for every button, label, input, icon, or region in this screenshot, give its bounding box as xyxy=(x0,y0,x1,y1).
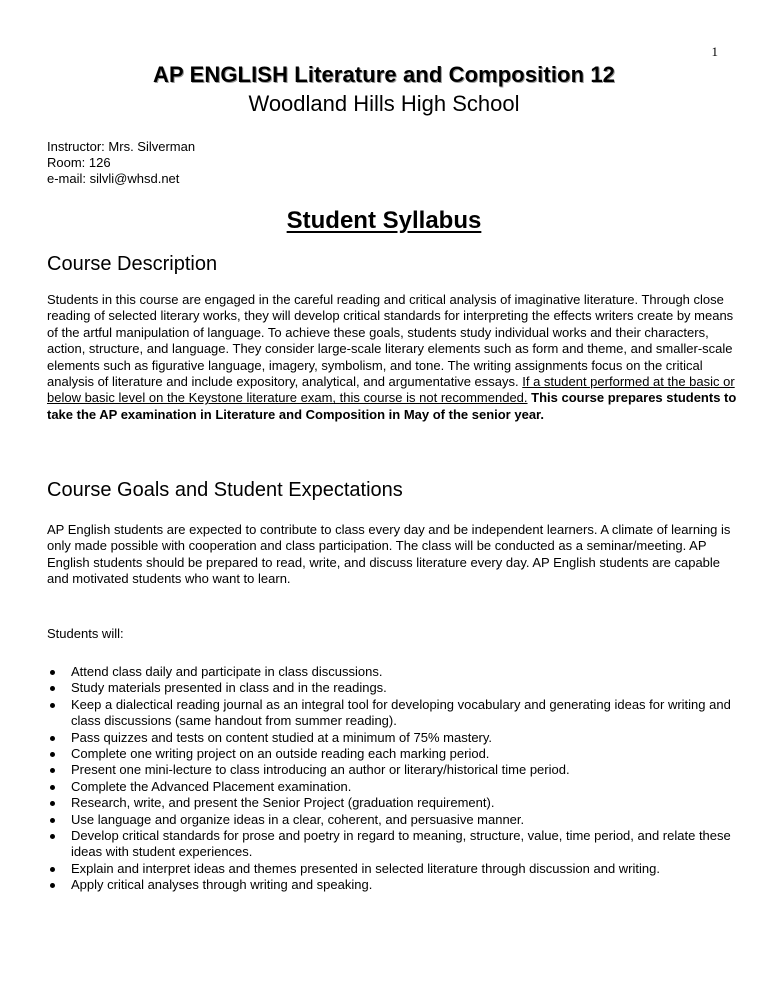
email-line: e-mail: silvli@whsd.net xyxy=(47,171,180,186)
bullet-icon xyxy=(50,670,55,675)
goals-heading: Course Goals and Student Expectations xyxy=(47,479,403,501)
expectation-item xyxy=(47,861,737,877)
bullet-icon xyxy=(50,834,55,839)
expectation-item xyxy=(47,762,737,778)
bullet-icon xyxy=(50,883,55,888)
room-line: Room: 126 xyxy=(47,155,111,170)
course-description-paragraph xyxy=(47,292,737,423)
bullet-icon xyxy=(50,801,55,806)
bullet-icon xyxy=(50,867,55,872)
expectation-item xyxy=(47,828,737,861)
expectation-text: Study materials presented in class and in the readings. xyxy=(71,680,387,696)
expectation-text: Research, write, and present the Senior Project (graduation requirement). xyxy=(71,795,495,811)
bullet-icon xyxy=(50,736,55,741)
contact-block xyxy=(47,139,195,187)
keystone-note: If a student performed at the basic or below basic level on the Keystone literature exam, this course is not recommended. xyxy=(47,374,735,406)
expectation-item xyxy=(47,680,737,696)
bullet-icon xyxy=(50,785,55,790)
bullet-icon xyxy=(50,818,55,823)
expectation-text: Pass quizzes and tests on content studied at a minimum of 75% mastery. xyxy=(71,729,493,745)
expectation-item xyxy=(47,730,737,746)
expectation-item xyxy=(47,877,737,893)
ap-exam-note: This course prepares students to take the AP examination in Literature and Composition in May of the senior year. xyxy=(47,390,737,422)
expectation-text: Attend class daily and participate in class discussions. xyxy=(71,664,383,679)
expectation-text: Use language and organize ideas in a clear, coherent, and persuasive manner. xyxy=(71,811,525,827)
expectation-item xyxy=(47,812,737,828)
course-description-text: Students in this course are engaged in the careful reading and critical analysis of imaginative literature. Through close reading of selected literary works, they will develop critical standards for interpreting the effects writers create by means of the artful manipulation of language. To achieve these goals, students study individual works and their characters, action, structure, and language. They consider large-scale literary elements such as form and theme, and smaller-scale elements such as figurative language, imagery, symbolism, and tone. The writing assignments focus on the critical analysis of literature and include expository, analytical, and argumentative essays. xyxy=(47,292,734,390)
page-number: 1 xyxy=(711,44,718,59)
students-will-label: Students will: xyxy=(47,626,124,641)
bullet-icon xyxy=(50,768,55,773)
expectation-text: Apply critical analyses through writing and speaking. xyxy=(71,877,373,893)
expectation-text: Complete the Advanced Placement examination. xyxy=(71,778,352,794)
school-name: Woodland Hills High School xyxy=(248,91,520,116)
expectation-text: Present one mini-lecture to class introducing an author or literary/historical time period. xyxy=(71,762,570,778)
expectation-text: Develop critical standards for prose and poetry in regard to meaning, structure, value, time period, and relate these ideas with student experiences. xyxy=(71,828,731,860)
expectation-item xyxy=(47,697,737,730)
expectation-item xyxy=(47,664,737,680)
expectation-text: Keep a dialectical reading journal as an integral tool for developing vocabulary and generating ideas for writing and class discussions (same handout from summer reading). xyxy=(71,696,731,729)
goals-paragraph: AP English students are expected to contribute to class every day and be independent learners. A climate of learning is only made possible with cooperation and class participation. The class will be conducted as a seminar/meeting. AP English students should be prepared to read, write, and discuss literature every day. AP English students are capable and motivated students who want to learn. xyxy=(47,522,731,587)
bullet-icon xyxy=(50,703,55,708)
expectation-text: Complete one writing project on an outside reading each marking period. xyxy=(71,746,490,762)
expectation-text: Explain and interpret ideas and themes presented in selected literature through discussion and writing. xyxy=(71,860,660,876)
expectation-item xyxy=(47,795,737,811)
expectations-list xyxy=(47,664,737,894)
expectation-item xyxy=(47,746,737,762)
course-title: AP ENGLISH Literature and Composition 12 xyxy=(153,62,615,87)
course-description-heading: Course Description xyxy=(47,253,218,275)
instructor-line: Instructor: Mrs. Silverman xyxy=(47,139,196,154)
expectation-item xyxy=(47,779,737,795)
bullet-icon xyxy=(50,686,55,691)
syllabus-title: Student Syllabus xyxy=(286,207,482,234)
bullet-icon xyxy=(50,752,55,757)
